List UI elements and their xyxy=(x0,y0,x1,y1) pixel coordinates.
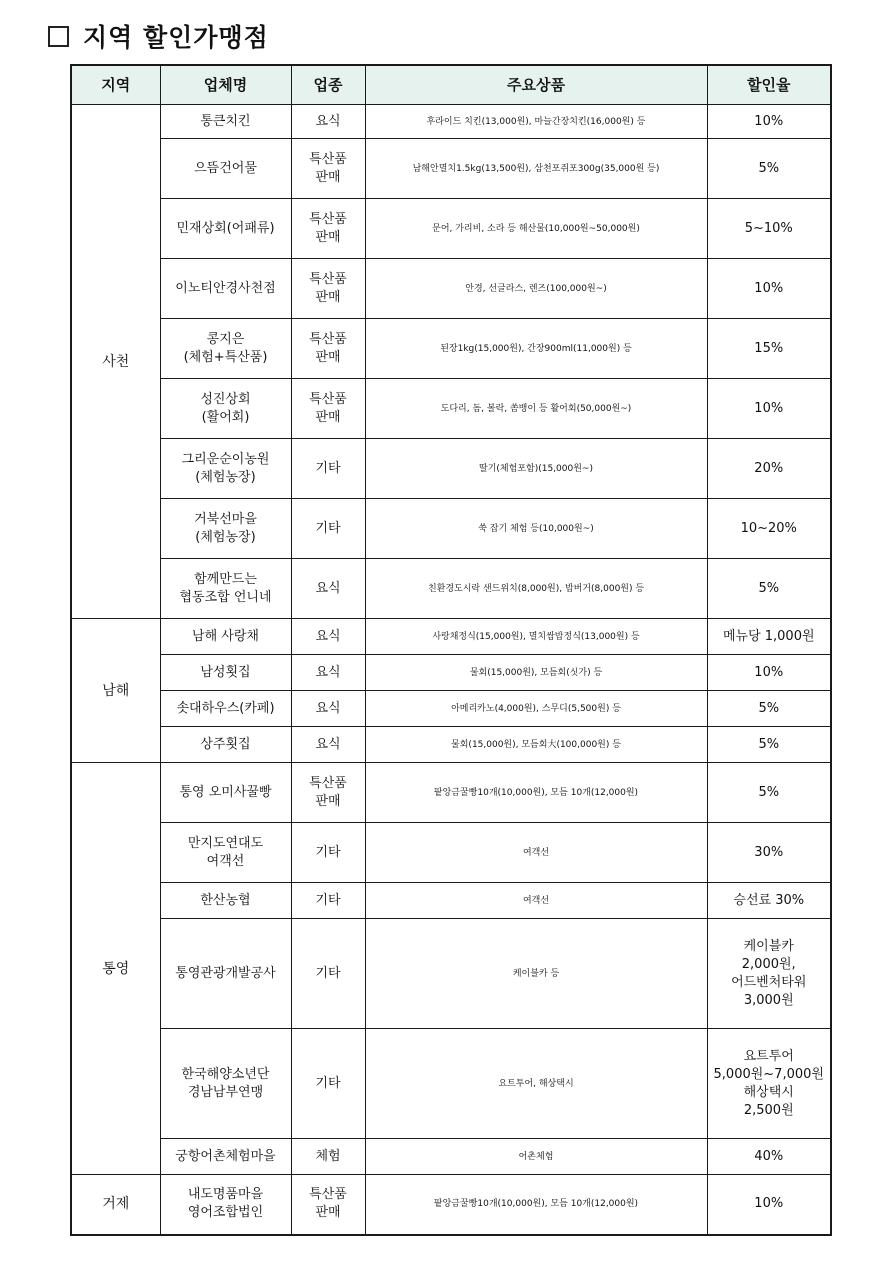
product-cell-line: 남해안멸치1.5kg(13,500원), 삼천포쥐포300g(35,000원 등) xyxy=(412,163,660,174)
product-cell xyxy=(365,559,707,619)
discount-cell xyxy=(707,619,831,655)
store-name-cell xyxy=(160,499,291,559)
store-name-cell xyxy=(160,919,291,1029)
discount-cell xyxy=(707,439,831,499)
discount-cell-line: 3,000원 xyxy=(743,992,794,1008)
product-cell xyxy=(365,439,707,499)
category-cell-line: 판매 xyxy=(315,169,341,185)
category-cell-line: 요식 xyxy=(315,664,341,680)
product-cell-line: 케이블카 등 xyxy=(512,968,560,979)
discount-cell-line: 30% xyxy=(754,844,784,860)
category-cell xyxy=(291,823,365,883)
discount-cell-line: 승선료 30% xyxy=(733,892,805,908)
store-name-cell xyxy=(160,139,291,199)
table-row xyxy=(71,259,831,319)
discount-cell-line: 5% xyxy=(758,736,780,752)
store-name-cell xyxy=(160,559,291,619)
product-cell-line: 사랑채정식(15,000원), 멸치쌈밥정식(13,000원) 등 xyxy=(432,631,640,642)
product-cell-line: 어촌체험 xyxy=(518,1151,554,1162)
category-cell-line: 기타 xyxy=(315,1075,341,1091)
discount-cell xyxy=(707,379,831,439)
store-name-cell-line: 통영관광개발공사 xyxy=(175,965,276,981)
product-cell xyxy=(365,1175,707,1235)
discount-store-table xyxy=(70,64,832,1236)
header-discount: 할인율 xyxy=(707,65,831,105)
discount-cell xyxy=(707,1139,831,1175)
category-cell xyxy=(291,1139,365,1175)
store-name-cell-line: 함께만드는 xyxy=(194,571,257,587)
category-cell-line: 특산품 xyxy=(309,211,347,227)
category-cell-line: 특산품 xyxy=(309,391,347,407)
store-name-cell xyxy=(160,655,291,691)
checkbox-square-icon xyxy=(48,26,69,47)
discount-cell xyxy=(707,919,831,1029)
product-cell-line: 여객선 xyxy=(522,847,550,858)
product-cell-line: 팥앙금꿀빵10개(10,000원), 모듬 10개(12,000원) xyxy=(433,787,639,798)
category-cell xyxy=(291,499,365,559)
store-name-cell xyxy=(160,199,291,259)
category-cell xyxy=(291,105,365,139)
category-cell-line: 기타 xyxy=(315,844,341,860)
discount-cell xyxy=(707,883,831,919)
category-cell-line: 기타 xyxy=(315,460,341,476)
category-cell-line: 기타 xyxy=(315,892,341,908)
discount-cell-line: 해상택시 xyxy=(743,1084,794,1100)
store-name-cell-line: 궁항어촌체험마을 xyxy=(175,1148,276,1164)
store-name-cell xyxy=(160,763,291,823)
discount-cell-line: 5% xyxy=(758,700,780,716)
category-cell-line: 특산품 xyxy=(309,271,347,287)
table-header-row xyxy=(71,65,831,105)
product-cell-line: 물회(15,000원), 모듬회大(100,000원) 등 xyxy=(451,739,621,750)
discount-cell-line: 5% xyxy=(758,580,780,596)
product-cell-line: 도다리, 돔, 볼락, 쏨뱅이 등 활어회(50,000원~) xyxy=(440,403,632,414)
header-type: 업종 xyxy=(291,65,365,105)
table-row xyxy=(71,105,831,139)
product-cell xyxy=(365,883,707,919)
category-cell-line: 특산품 xyxy=(309,151,347,167)
discount-cell-line: 10~20% xyxy=(740,520,797,536)
category-cell xyxy=(291,559,365,619)
store-name-cell xyxy=(160,1175,291,1235)
store-name-cell-line: 영어조합법인 xyxy=(187,1205,264,1221)
discount-cell-line: 10% xyxy=(754,1196,784,1212)
table-row xyxy=(71,499,831,559)
store-name-cell-line: 민재상회(어패류) xyxy=(176,220,275,236)
product-cell xyxy=(365,199,707,259)
category-cell xyxy=(291,655,365,691)
category-cell xyxy=(291,1175,365,1235)
category-cell xyxy=(291,763,365,823)
discount-cell xyxy=(707,763,831,823)
store-name-cell-line: (체험+특산품) xyxy=(183,349,268,365)
store-name-cell xyxy=(160,259,291,319)
discount-cell xyxy=(707,1029,831,1139)
product-cell xyxy=(365,691,707,727)
store-name-cell-line: 한산농협 xyxy=(200,892,251,908)
category-cell-line: 특산품 xyxy=(309,1187,347,1203)
product-cell-line: 문어, 가리비, 소라 등 해산물(10,000원~50,000원) xyxy=(432,223,640,234)
category-cell-line: 기타 xyxy=(315,965,341,981)
header-region: 지역 xyxy=(71,65,160,105)
store-name-cell xyxy=(160,1029,291,1139)
category-cell xyxy=(291,1029,365,1139)
discount-cell-line: 10% xyxy=(754,280,784,296)
store-name-cell-line: 남성횟집 xyxy=(200,664,251,680)
category-cell-line: 요식 xyxy=(315,736,341,752)
product-cell-line: 물회(15,000원), 모듬회(싯가) 등 xyxy=(469,667,603,678)
table-row xyxy=(71,823,831,883)
product-cell xyxy=(365,619,707,655)
discount-cell-line: 케이블카 xyxy=(743,938,794,954)
product-cell xyxy=(365,655,707,691)
region-cell: 사천 xyxy=(71,105,160,619)
store-name-cell-line: 협동조합 언니네 xyxy=(179,589,272,605)
product-cell xyxy=(365,499,707,559)
table-row xyxy=(71,319,831,379)
discount-cell xyxy=(707,319,831,379)
category-cell-line: 요식 xyxy=(315,628,341,644)
category-cell xyxy=(291,199,365,259)
category-cell xyxy=(291,619,365,655)
store-name-cell-line: (활어회) xyxy=(201,409,250,425)
table-row xyxy=(71,655,831,691)
discount-cell xyxy=(707,655,831,691)
category-cell xyxy=(291,727,365,763)
product-cell-line: 여객선 xyxy=(522,895,550,906)
category-cell-line: 판매 xyxy=(315,409,341,425)
table-row xyxy=(71,139,831,199)
table-row xyxy=(71,559,831,619)
product-cell-line: 요트투어, 해상택시 xyxy=(498,1078,574,1089)
store-name-cell-line: 콩지은 xyxy=(206,331,245,347)
category-cell xyxy=(291,379,365,439)
discount-cell-line: 5~10% xyxy=(744,220,793,236)
category-cell-line: 판매 xyxy=(315,1205,341,1221)
discount-cell-line: 메뉴당 1,000원 xyxy=(722,628,815,644)
discount-cell xyxy=(707,727,831,763)
table-row xyxy=(71,919,831,1029)
page-title xyxy=(48,18,269,54)
store-name-cell-line: 이노티안경사천점 xyxy=(175,280,276,296)
product-cell-line: 팥앙금꿀빵10개(10,000원), 모듬 10개(12,000원) xyxy=(433,1199,639,1210)
category-cell-line: 판매 xyxy=(315,289,341,305)
page-title-text: 지역 할인가맹점 xyxy=(83,23,269,52)
discount-cell-line: 10% xyxy=(754,113,784,129)
product-cell xyxy=(365,139,707,199)
category-cell-line: 판매 xyxy=(315,349,341,365)
product-cell xyxy=(365,763,707,823)
discount-cell-line: 40% xyxy=(754,1148,784,1164)
product-cell xyxy=(365,259,707,319)
store-name-cell xyxy=(160,883,291,919)
product-cell xyxy=(365,823,707,883)
discount-cell-line: 10% xyxy=(754,664,784,680)
table-row xyxy=(71,1029,831,1139)
region-cell: 거제 xyxy=(71,1175,160,1235)
store-name-cell-line: 경남남부연맹 xyxy=(187,1084,264,1100)
discount-cell xyxy=(707,199,831,259)
table-row xyxy=(71,727,831,763)
store-name-cell-line: 여객선 xyxy=(206,853,245,869)
store-name-cell-line: 거북선마을 xyxy=(194,511,257,527)
discount-cell xyxy=(707,259,831,319)
product-cell-line: 딸기(체험포함)(15,000원~) xyxy=(479,463,593,474)
product-cell xyxy=(365,1139,707,1175)
product-cell-line: 안경, 선글라스, 렌즈(100,000원~) xyxy=(465,283,607,294)
category-cell xyxy=(291,919,365,1029)
store-name-cell-line: (체험농장) xyxy=(195,469,256,485)
store-name-cell-line: 만지도연대도 xyxy=(187,835,264,851)
product-cell-line: 아메리카노(4,000원), 스무디(5,500원) 등 xyxy=(451,703,621,714)
table-body xyxy=(71,105,831,1235)
discount-cell-line: 20% xyxy=(754,460,784,476)
product-cell xyxy=(365,919,707,1029)
store-name-cell xyxy=(160,319,291,379)
discount-cell xyxy=(707,823,831,883)
category-cell-line: 판매 xyxy=(315,229,341,245)
store-name-cell-line: 으뜸건어물 xyxy=(194,160,257,176)
discount-cell-line: 2,000원, xyxy=(741,956,796,972)
category-cell xyxy=(291,319,365,379)
store-name-cell xyxy=(160,823,291,883)
discount-cell-line: 5% xyxy=(758,784,780,800)
category-cell-line: 체험 xyxy=(315,1148,341,1164)
category-cell xyxy=(291,439,365,499)
category-cell-line: 기타 xyxy=(315,520,341,536)
product-cell xyxy=(365,1029,707,1139)
store-name-cell-line: 성진상회 xyxy=(200,391,251,407)
discount-cell-line: 15% xyxy=(754,340,784,356)
category-cell xyxy=(291,259,365,319)
category-cell-line: 특산품 xyxy=(309,775,347,791)
product-cell-line: 후라이드 치킨(13,000원), 마늘간장치킨(16,000원) 등 xyxy=(426,116,646,127)
region-cell: 통영 xyxy=(71,763,160,1175)
table-row xyxy=(71,691,831,727)
store-name-cell-line: 통영 오미사꿀빵 xyxy=(179,784,272,800)
category-cell xyxy=(291,883,365,919)
product-cell-line: 친환경도시락 샌드위치(8,000원), 밥버거(8,000원) 등 xyxy=(427,583,645,594)
category-cell-line: 요식 xyxy=(315,580,341,596)
store-name-cell xyxy=(160,619,291,655)
store-name-cell-line: (체험농장) xyxy=(195,529,256,545)
discount-cell xyxy=(707,691,831,727)
product-cell xyxy=(365,105,707,139)
product-cell xyxy=(365,727,707,763)
table-row xyxy=(71,1175,831,1235)
discount-cell xyxy=(707,105,831,139)
table-row xyxy=(71,199,831,259)
store-name-cell-line: 솟대하우스(카페) xyxy=(176,700,275,716)
table-row xyxy=(71,1139,831,1175)
discount-cell-line: 2,500원 xyxy=(743,1102,794,1118)
category-cell xyxy=(291,691,365,727)
store-name-cell-line: 남해 사랑채 xyxy=(192,628,259,644)
product-cell xyxy=(365,379,707,439)
product-cell-line: 쑥 잡기 체험 등(10,000원~) xyxy=(478,523,594,534)
category-cell-line: 특산품 xyxy=(309,331,347,347)
store-name-cell-line: 그리운순이농원 xyxy=(181,451,270,467)
table-row xyxy=(71,379,831,439)
store-name-cell xyxy=(160,1139,291,1175)
product-cell-line: 된장1kg(15,000원), 간장900ml(11,000원) 등 xyxy=(440,343,632,354)
category-cell-line: 요식 xyxy=(315,700,341,716)
category-cell xyxy=(291,139,365,199)
discount-cell xyxy=(707,1175,831,1235)
discount-cell-line: 5% xyxy=(758,160,780,176)
table-row xyxy=(71,439,831,499)
discount-cell-line: 어드벤처타워 xyxy=(731,974,807,990)
table-row xyxy=(71,763,831,823)
discount-cell-line: 5,000원~7,000원 xyxy=(713,1066,824,1082)
category-cell-line: 판매 xyxy=(315,793,341,809)
product-cell xyxy=(365,319,707,379)
header-product: 주요상품 xyxy=(365,65,707,105)
store-name-cell-line: 한국해양소년단 xyxy=(181,1066,270,1082)
category-cell-line: 요식 xyxy=(315,113,341,129)
discount-cell xyxy=(707,559,831,619)
store-name-cell-line: 상주횟집 xyxy=(200,736,251,752)
store-name-cell xyxy=(160,105,291,139)
discount-cell xyxy=(707,139,831,199)
store-name-cell xyxy=(160,691,291,727)
discount-cell xyxy=(707,499,831,559)
table-row xyxy=(71,619,831,655)
discount-cell-line: 요트투어 xyxy=(743,1048,794,1064)
store-name-cell xyxy=(160,439,291,499)
store-name-cell-line: 내도명품마을 xyxy=(187,1187,264,1203)
store-name-cell-line: 통큰치킨 xyxy=(200,113,251,129)
store-name-cell xyxy=(160,379,291,439)
store-name-cell xyxy=(160,727,291,763)
header-name: 업체명 xyxy=(160,65,291,105)
region-cell: 남해 xyxy=(71,619,160,763)
discount-cell-line: 10% xyxy=(754,400,784,416)
table-row xyxy=(71,883,831,919)
